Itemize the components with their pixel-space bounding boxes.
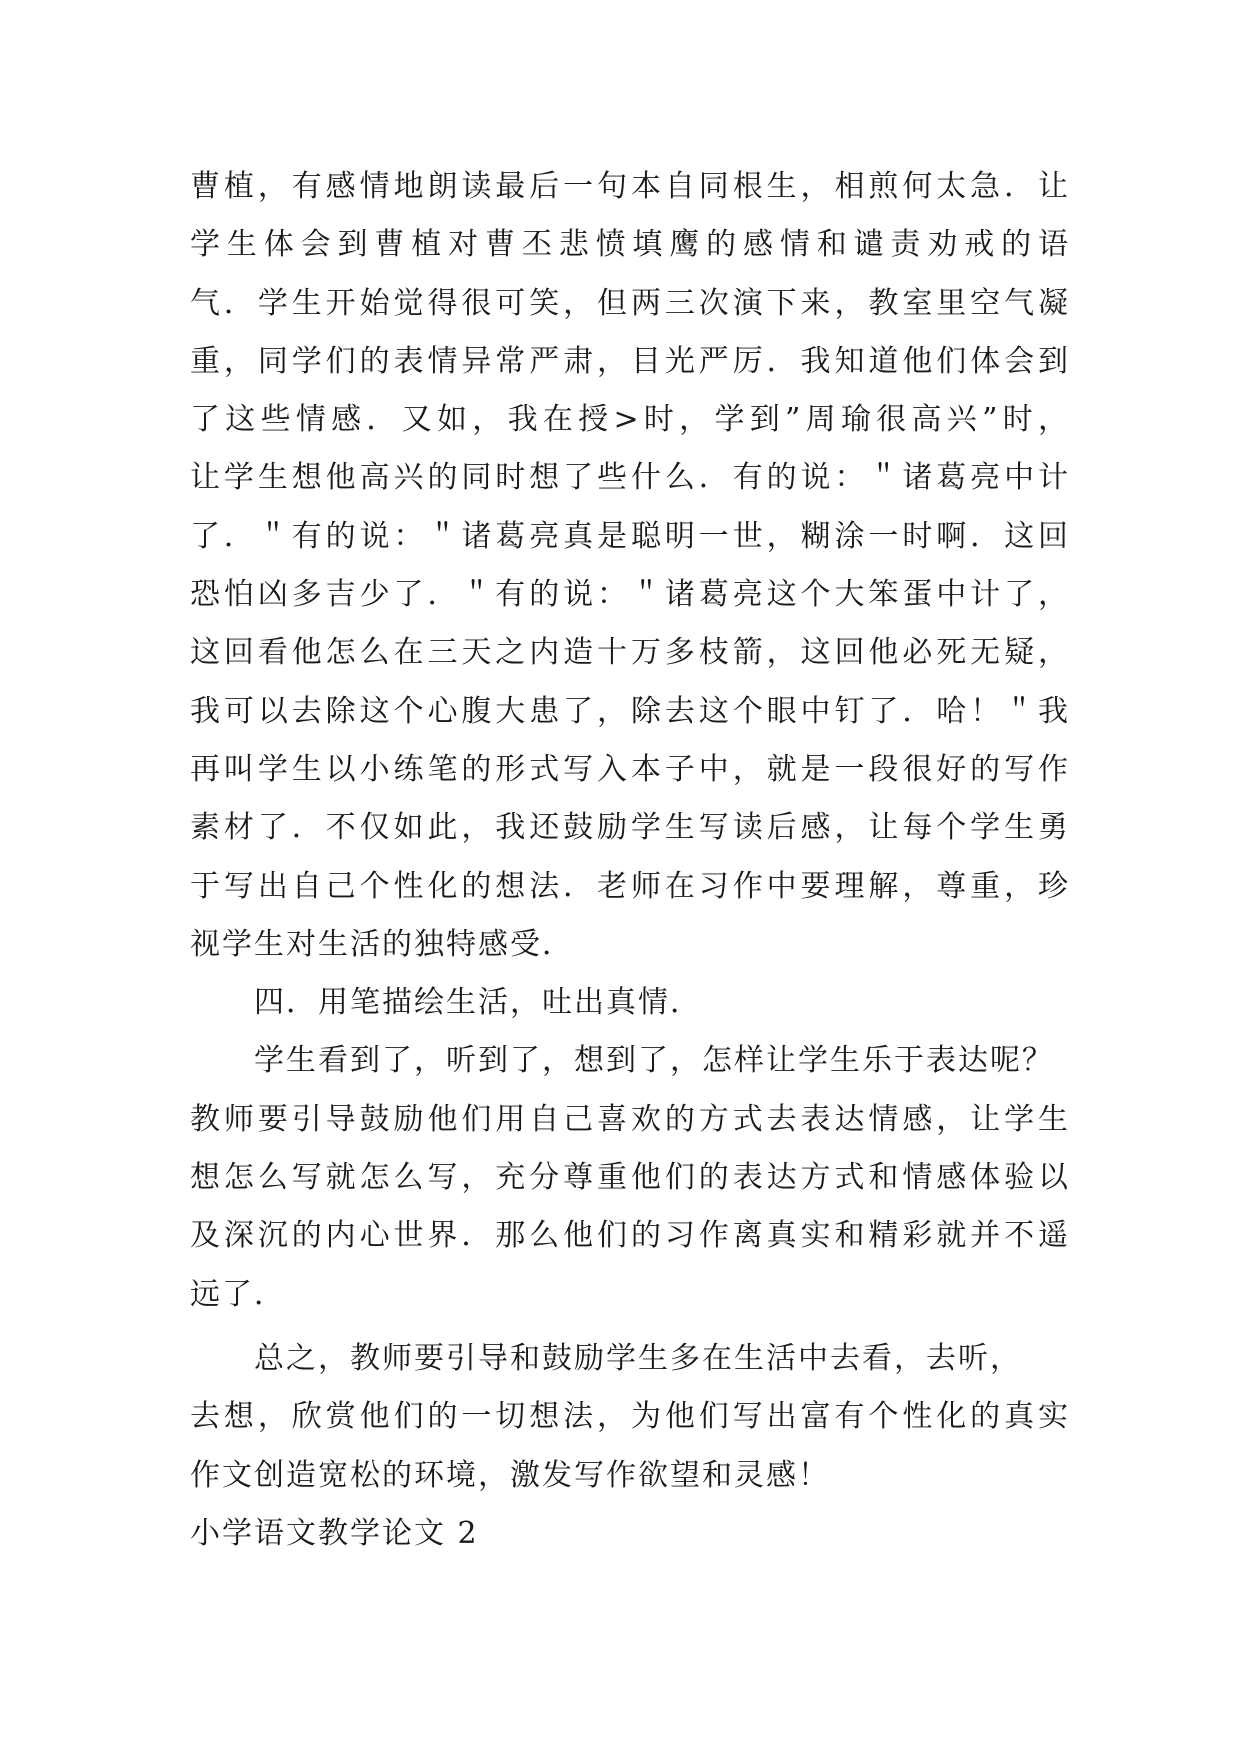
paragraph <box>190 1330 1070 1505</box>
text-line: 我可以去除这个心腹大患了，除去这个眼中钉了．哈！＂我 <box>190 693 1070 729</box>
body-text <box>190 158 1070 1563</box>
text-line: 学生看到了，听到了，想到了，怎样让学生乐于表达呢？ <box>254 1043 1054 1079</box>
text-line: 总之，教师要引导和鼓励学生多在生活中去看，去听， <box>254 1340 1022 1376</box>
text-line: 重，同学们的表情异常严肃，目光严厉．我知道他们体会到 <box>190 343 1070 379</box>
text-line: 远了． <box>190 1276 286 1312</box>
text-line: 教师要引导鼓励他们用自己喜欢的方式去表达情感，让学生 <box>190 1101 1070 1137</box>
text-line: 再叫学生以小练笔的形式写入本子中，就是一段很好的写作 <box>190 751 1070 787</box>
text-line: 去想，欣赏他们的一切想法，为他们写出富有个性化的真实 <box>190 1399 1070 1435</box>
text-line: 让学生想他高兴的同时想了些什么．有的说：＂诸葛亮中计 <box>190 460 1070 496</box>
text-line: 想怎么写就怎么写，充分尊重他们的表达方式和情感体验以 <box>190 1160 1070 1196</box>
text-line: 气．学生开始觉得很可笑，但两三次演下来，教室里空气凝 <box>190 285 1070 321</box>
text-line: 这回看他怎么在三天之内造十万多枝箭，这回他必死无疑， <box>190 635 1070 671</box>
text-line: 及深沉的内心世界．那么他们的习作离真实和精彩就并不遥 <box>190 1218 1070 1254</box>
text-line: 学生体会到曹植对曹丕悲愤填鹰的感情和谴责劝戒的语 <box>190 227 1070 263</box>
text-line: 素材了．不仅如此，我还鼓励学生写读后感，让每个学生勇 <box>190 810 1070 846</box>
text-line: 曹植，有感情地朗读最后一句本自同根生，相煎何太急．让 <box>190 169 1070 204</box>
text-line: 视学生对生活的独特感受． <box>190 926 574 962</box>
text-line: 了．＂有的说：＂诸葛亮真是聪明一世，糊涂一时啊．这回 <box>190 518 1070 554</box>
text-line: 了这些情感．又如，我在授>时，学到”周瑜很高兴”时， <box>190 402 1070 438</box>
text-line: 于写出自己个性化的想法．老师在习作中要理解，尊重，珍 <box>190 868 1070 904</box>
text-line: 恐怕凶多吉少了．＂有的说：＂诸葛亮这个大笨蛋中计了， <box>190 577 1070 613</box>
section-heading: 四．用笔描绘生活，吐出真情． <box>254 985 702 1021</box>
paragraph <box>190 158 1070 974</box>
text-line: 作文创造宽松的环境，激发写作欲望和灵感！ <box>190 1457 830 1493</box>
next-article-title: 小学语文教学论文 2 <box>190 1515 479 1551</box>
paragraph <box>190 1032 1070 1323</box>
